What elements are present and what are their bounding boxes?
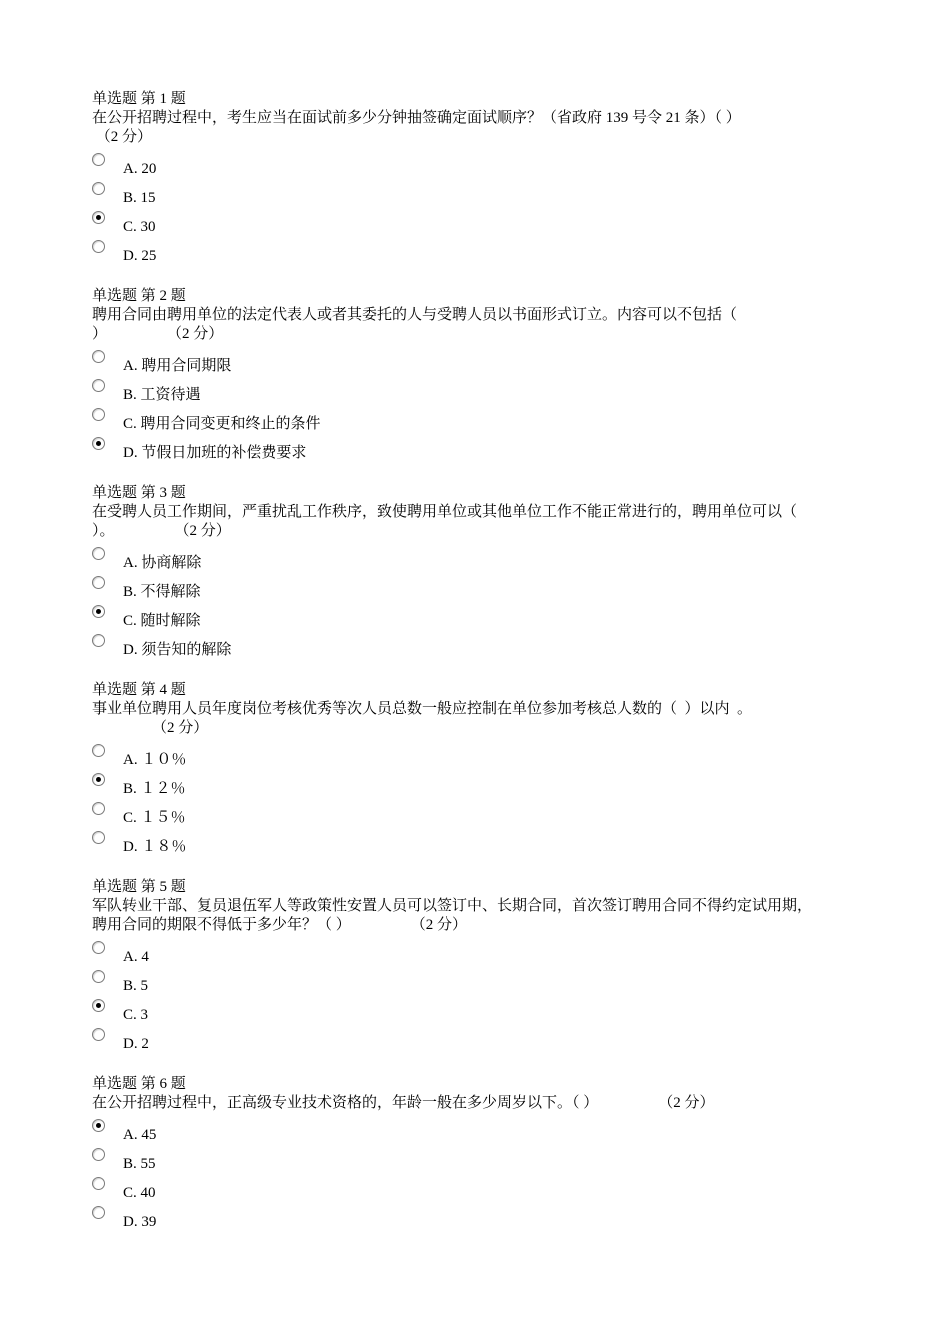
option-label: B. 工资待遇 bbox=[123, 387, 201, 403]
radio-button[interactable] bbox=[92, 1028, 105, 1041]
radio-button[interactable] bbox=[92, 941, 105, 954]
question-header: 单选题 第 4 题 bbox=[92, 682, 186, 698]
answer-option[interactable] bbox=[92, 348, 882, 377]
question-block bbox=[92, 1075, 882, 1233]
answer-option[interactable] bbox=[92, 180, 882, 209]
option-label: A. 4 bbox=[123, 949, 149, 965]
question-block bbox=[92, 878, 882, 1055]
answer-option[interactable] bbox=[92, 632, 882, 661]
radio-button-selected[interactable] bbox=[92, 605, 105, 618]
answer-option[interactable] bbox=[92, 377, 882, 406]
answer-option[interactable] bbox=[92, 545, 882, 574]
radio-button[interactable] bbox=[92, 408, 105, 421]
option-label: D. 节假日加班的补偿费要求 bbox=[123, 445, 307, 461]
radio-button[interactable] bbox=[92, 1148, 105, 1161]
option-list bbox=[92, 939, 882, 1055]
option-label: D. 2 bbox=[123, 1036, 149, 1052]
option-label: B. 55 bbox=[123, 1156, 156, 1172]
question-text: 在受聘人员工作期间，严重扰乱工作秩序，致使聘用单位或其他单位工作不能正常进行的，聘用单位可以（ ）。 （2 分） bbox=[92, 504, 798, 539]
radio-button[interactable] bbox=[92, 802, 105, 815]
question-text: 在公开招聘过程中，正高级专业技术资格的，年龄一般在多少周岁以下。（ ） （2 分） bbox=[92, 1095, 715, 1111]
answer-option[interactable] bbox=[92, 800, 882, 829]
answer-option[interactable] bbox=[92, 1026, 882, 1055]
answer-option[interactable] bbox=[92, 209, 882, 238]
answer-option[interactable] bbox=[92, 1204, 882, 1233]
answer-option[interactable] bbox=[92, 1146, 882, 1175]
option-label: C. １５％ bbox=[123, 810, 186, 826]
answer-option[interactable] bbox=[92, 742, 882, 771]
question-header: 单选题 第 3 题 bbox=[92, 485, 186, 501]
question-block bbox=[92, 287, 882, 464]
answer-option[interactable] bbox=[92, 968, 882, 997]
radio-button[interactable] bbox=[92, 350, 105, 363]
option-label: D. １８％ bbox=[123, 839, 187, 855]
answer-option[interactable] bbox=[92, 603, 882, 632]
question-text: 聘用合同由聘用单位的法定代表人或者其委托的人与受聘人员以书面形式订立。内容可以不包括（ ） （2 分） bbox=[92, 307, 738, 342]
question-list bbox=[92, 90, 882, 1253]
question-block bbox=[92, 484, 882, 661]
radio-button[interactable] bbox=[92, 379, 105, 392]
question-header: 单选题 第 2 题 bbox=[92, 288, 186, 304]
option-label: C. 40 bbox=[123, 1185, 156, 1201]
option-list bbox=[92, 1117, 882, 1233]
option-label: A. １０％ bbox=[123, 752, 187, 768]
radio-button[interactable] bbox=[92, 1206, 105, 1219]
option-label: A. 45 bbox=[123, 1127, 157, 1143]
question-header: 单选题 第 5 题 bbox=[92, 879, 186, 895]
option-label: B. １２％ bbox=[123, 781, 186, 797]
answer-option[interactable] bbox=[92, 406, 882, 435]
answer-option[interactable] bbox=[92, 1175, 882, 1204]
option-label: C. 3 bbox=[123, 1007, 149, 1023]
radio-button-selected[interactable] bbox=[92, 437, 105, 450]
radio-button[interactable] bbox=[92, 744, 105, 757]
option-list bbox=[92, 151, 882, 267]
radio-button[interactable] bbox=[92, 153, 105, 166]
option-list bbox=[92, 742, 882, 858]
option-list bbox=[92, 348, 882, 464]
radio-button[interactable] bbox=[92, 547, 105, 560]
answer-option[interactable] bbox=[92, 238, 882, 267]
option-label: D. 39 bbox=[123, 1214, 157, 1230]
question-text: 军队转业干部、复员退伍军人等政策性安置人员可以签订中、长期合同，首次签订聘用合同不得约定试用期， 聘用合同的期限不得低于多少年？（ ） （2 分） bbox=[92, 898, 813, 933]
answer-option[interactable] bbox=[92, 997, 882, 1026]
answer-option[interactable] bbox=[92, 771, 882, 800]
question-text: 在公开招聘过程中，考生应当在面试前多少分钟抽签确定面试顺序？（省政府 139 号令 21 条）（ ） （2 分） bbox=[92, 110, 741, 145]
option-label: C. 随时解除 bbox=[123, 613, 201, 629]
radio-button[interactable] bbox=[92, 970, 105, 983]
question-header: 单选题 第 6 题 bbox=[92, 1076, 186, 1092]
option-label: A. 20 bbox=[123, 161, 157, 177]
question-block bbox=[92, 90, 882, 267]
radio-button-selected[interactable] bbox=[92, 1119, 105, 1132]
radio-button-selected[interactable] bbox=[92, 211, 105, 224]
option-label: B. 不得解除 bbox=[123, 584, 201, 600]
question-text: 事业单位聘用人员年度岗位考核优秀等次人员总数一般应控制在单位参加考核总人数的（ ）以内 。 （2 分） bbox=[92, 701, 753, 736]
question-header: 单选题 第 1 题 bbox=[92, 91, 186, 107]
answer-option[interactable] bbox=[92, 151, 882, 180]
option-label: D. 25 bbox=[123, 248, 157, 264]
radio-button[interactable] bbox=[92, 182, 105, 195]
answer-option[interactable] bbox=[92, 1117, 882, 1146]
answer-option[interactable] bbox=[92, 574, 882, 603]
radio-button[interactable] bbox=[92, 240, 105, 253]
radio-button[interactable] bbox=[92, 831, 105, 844]
answer-option[interactable] bbox=[92, 939, 882, 968]
radio-button-selected[interactable] bbox=[92, 999, 105, 1012]
option-list bbox=[92, 545, 882, 661]
answer-option[interactable] bbox=[92, 435, 882, 464]
option-label: D. 须告知的解除 bbox=[123, 642, 232, 658]
radio-button[interactable] bbox=[92, 576, 105, 589]
radio-button-selected[interactable] bbox=[92, 773, 105, 786]
question-block bbox=[92, 681, 882, 858]
option-label: C. 30 bbox=[123, 219, 156, 235]
answer-option[interactable] bbox=[92, 829, 882, 858]
radio-button[interactable] bbox=[92, 634, 105, 647]
option-label: A. 协商解除 bbox=[123, 555, 202, 571]
option-label: C. 聘用合同变更和终止的条件 bbox=[123, 416, 321, 432]
option-label: B. 5 bbox=[123, 978, 149, 994]
option-label: A. 聘用合同期限 bbox=[123, 358, 232, 374]
radio-button[interactable] bbox=[92, 1177, 105, 1190]
option-label: B. 15 bbox=[123, 190, 156, 206]
